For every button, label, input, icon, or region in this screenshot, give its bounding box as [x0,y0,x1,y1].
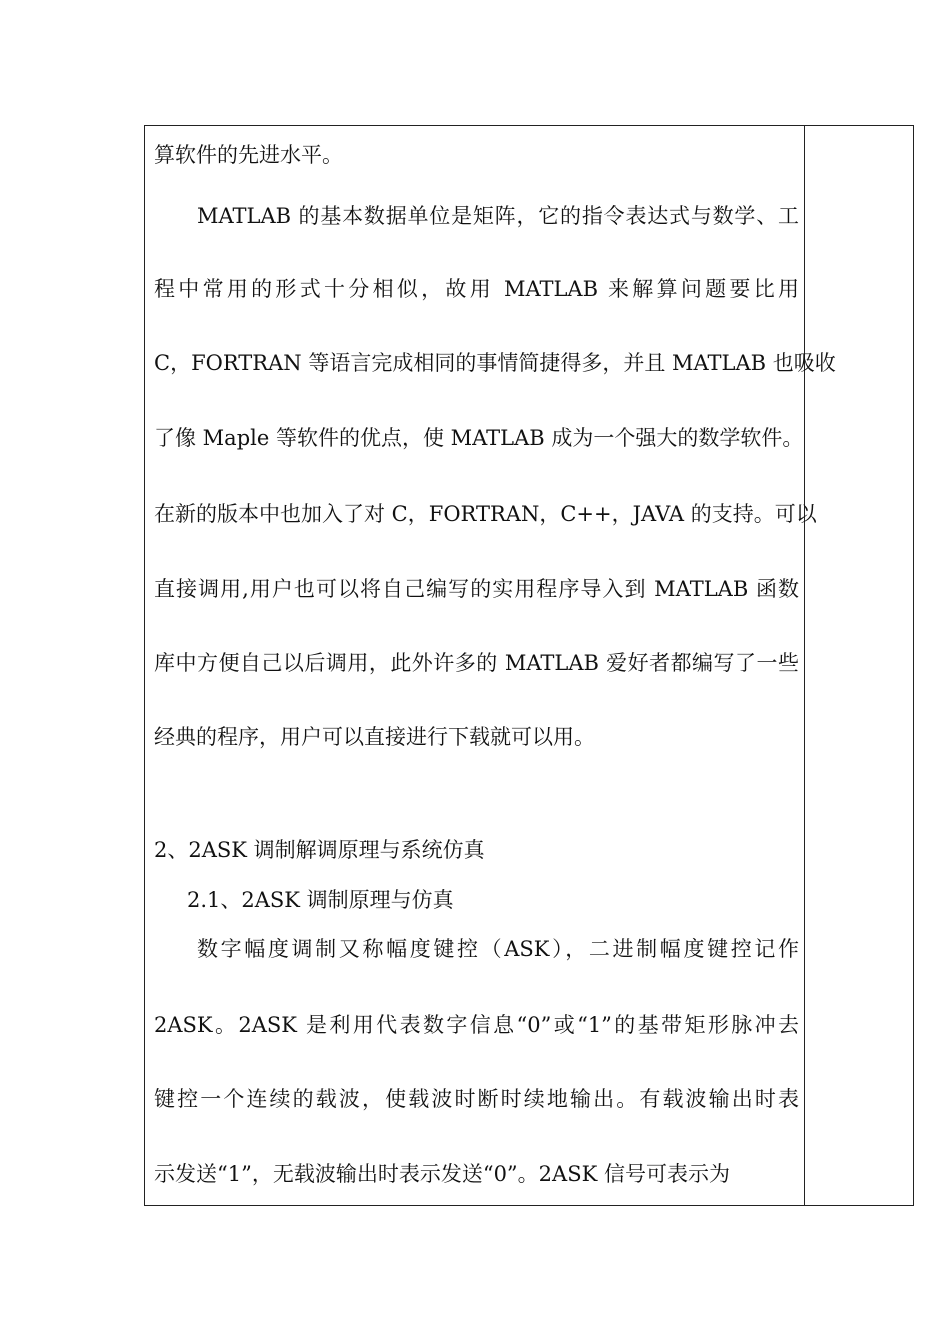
paragraph-line: MATLAB 的基本数据单位是矩阵，它的指令表达式与数学、工 [197,204,799,228]
subsection-heading: 2.1、2ASK 调制原理与仿真 [187,888,454,912]
paragraph-line: 了像 Maple 等软件的优点，使 MATLAB 成为一个强大的数学软件。 [154,426,804,450]
paragraph-line: 库中方便自己以后调用，此外许多的 MATLAB 爱好者都编写了一些 [154,651,799,675]
paragraph-line: 示发送“1”，无载波输出时表示发送“0”。2ASK 信号可表示为 [154,1162,730,1186]
text-line: 算软件的先进水平。 [154,143,343,167]
section-heading: 2、2ASK 调制解调原理与系统仿真 [154,838,485,862]
document-table [144,125,914,1206]
paragraph-line: 键控一个连续的载波，使载波时断时续地输出。有载波输出时表 [154,1087,799,1111]
paragraph-line: 在新的版本中也加入了对 C，FORTRAN，C++，JAVA 的支持。可以 [154,502,817,526]
paragraph-line: 经典的程序，用户可以直接进行下载就可以用。 [154,725,595,749]
paragraph-line: 数字幅度调制又称幅度键控（ASK），二进制幅度键控记作 [197,937,799,961]
table-column-divider [804,126,805,1205]
paragraph-line: 直接调用,用户也可以将自己编写的实用程序导入到 MATLAB 函数 [154,577,799,601]
paragraph-line: 程中常用的形式十分相似，故用 MATLAB 来解算问题要比用 [154,277,799,301]
paragraph-line: C，FORTRAN 等语言完成相同的事情简捷得多，并且 MATLAB 也吸收 [154,351,836,375]
paragraph-line: 2ASK。2ASK 是利用代表数字信息“0”或“1”的基带矩形脉冲去 [154,1013,799,1037]
